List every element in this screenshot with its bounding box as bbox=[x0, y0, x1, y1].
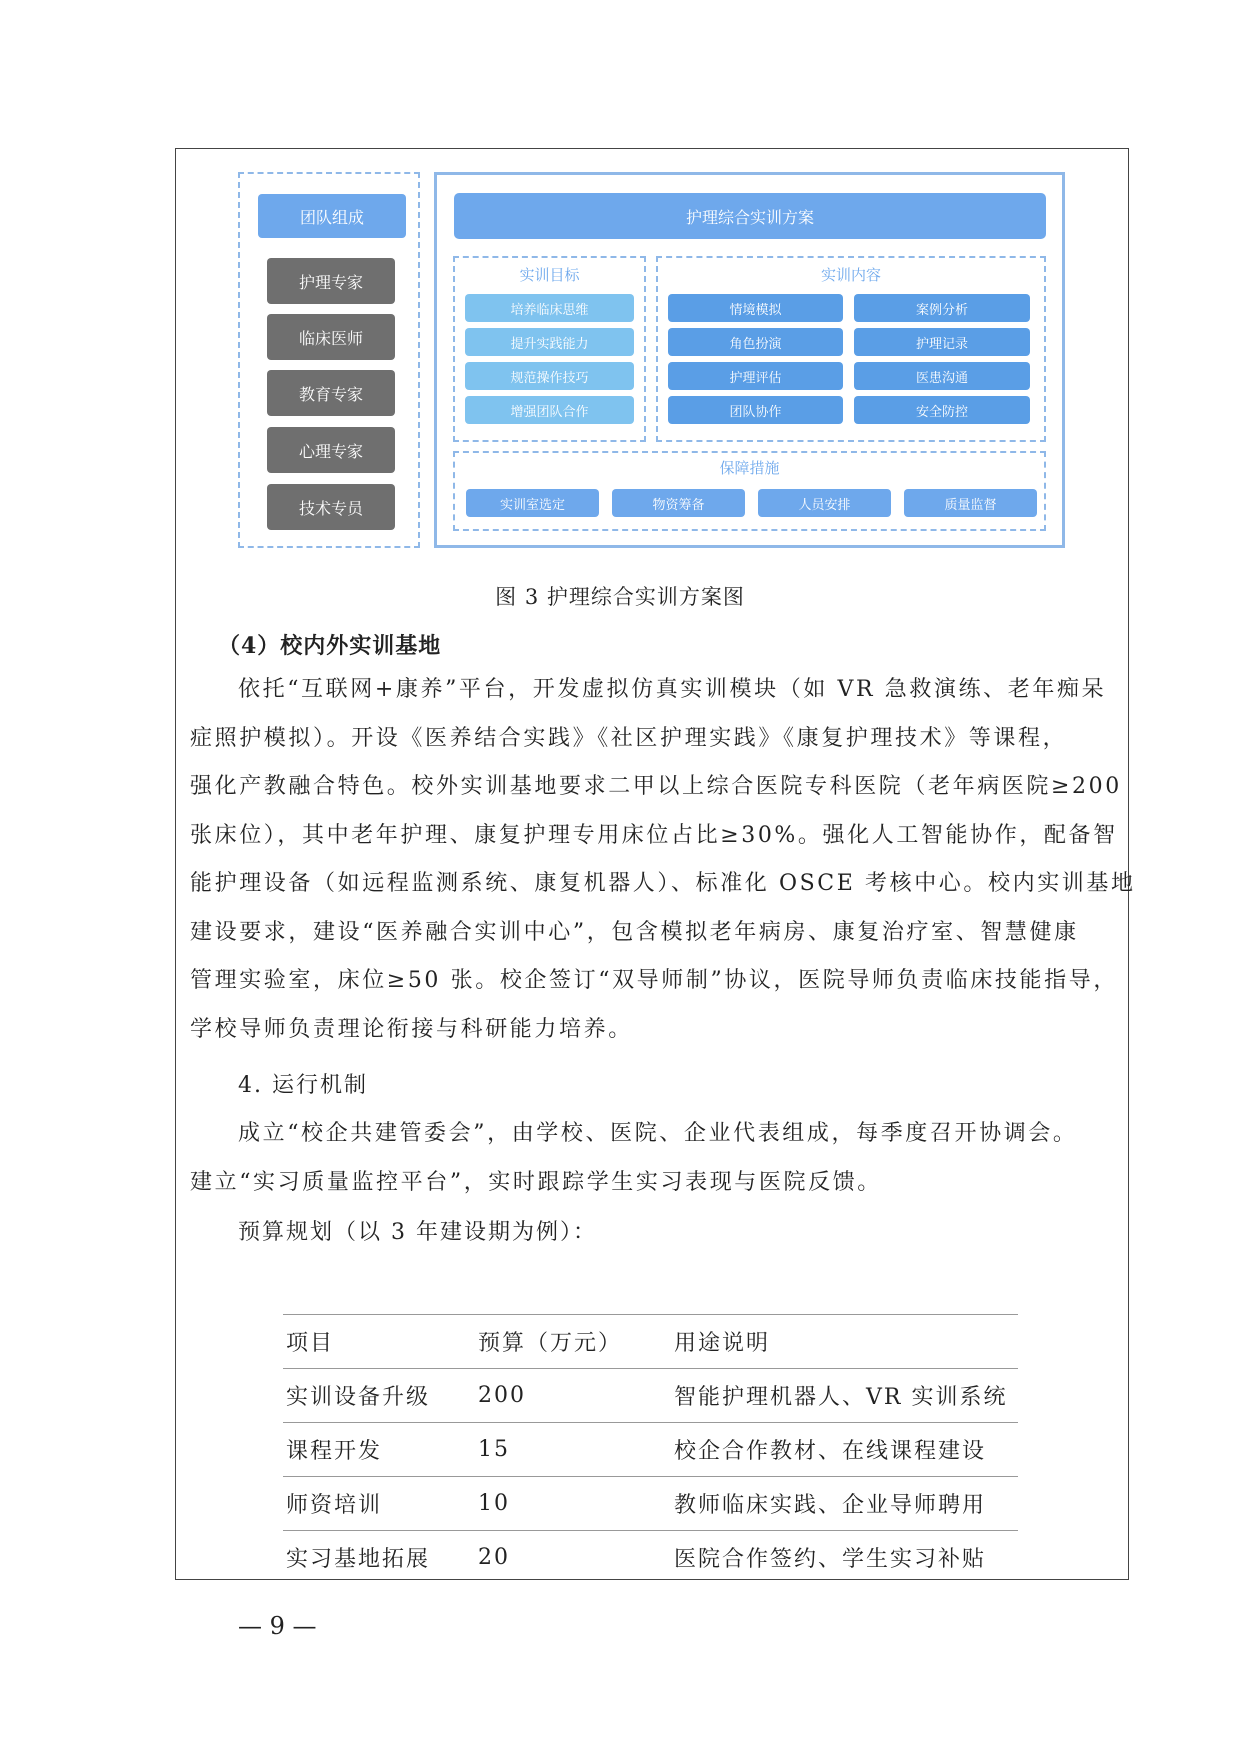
content-item: 安全防控 bbox=[854, 396, 1030, 424]
text-line: 症照护模拟）。开设《医养结合实践》《社区护理实践》《康复护理技术》等课程， bbox=[190, 725, 1068, 751]
text-line: 能护理设备（如远程监测系统、康复机器人）、标准化 OSCE 考核中心。校内实训基地 bbox=[190, 871, 1136, 896]
table-cell: 校企合作教材、在线课程建设 bbox=[671, 1423, 1018, 1477]
table-row bbox=[283, 1531, 1018, 1585]
support-item: 实训室选定 bbox=[466, 489, 599, 517]
text-line: 管理实验室，床位≥50 张。校企签订“双导师制”协议，医院导师负责临床技能指导， bbox=[190, 968, 1118, 993]
training-plan-diagram bbox=[238, 172, 1065, 548]
goal-item: 增强团队合作 bbox=[465, 396, 634, 424]
table-cell: 200 bbox=[475, 1369, 671, 1423]
content-item: 角色扮演 bbox=[668, 328, 843, 356]
figure-caption: 图 3 护理综合实训方案图 bbox=[495, 585, 745, 609]
paragraph-training-base bbox=[190, 666, 1136, 1054]
section-4-title: 4. 运行机制 bbox=[238, 1073, 368, 1098]
content-box bbox=[656, 256, 1046, 442]
support-item: 人员安排 bbox=[758, 489, 891, 517]
text-line: 学校导师负责理论衔接与科研能力培养。 bbox=[190, 1016, 633, 1042]
support-item: 物资筹备 bbox=[612, 489, 745, 517]
budget-intro: 预算规划（以 3 年建设期为例）： bbox=[238, 1220, 597, 1245]
paragraph-operation bbox=[190, 1110, 1114, 1207]
content-item: 案例分析 bbox=[854, 294, 1030, 322]
content-item: 医患沟通 bbox=[854, 362, 1030, 390]
table-cell: 课程开发 bbox=[283, 1423, 475, 1477]
team-member: 临床医师 bbox=[267, 314, 395, 360]
table-cell: 15 bbox=[475, 1423, 671, 1477]
text-line: 建设要求，建设“医养融合实训中心”，包含模拟老年病房、康复治疗室、智慧健康 bbox=[190, 919, 1079, 945]
table-header-cell: 项目 bbox=[283, 1315, 475, 1369]
goals-title: 实训目标 bbox=[519, 266, 580, 284]
team-title: 团队组成 bbox=[258, 194, 406, 238]
goals-box bbox=[453, 256, 646, 442]
text-line: 张床位），其中老年护理、康复护理专用床位占比≥30%。强化人工智能协作，配备智 bbox=[190, 822, 1118, 848]
table-header-row bbox=[283, 1315, 1018, 1369]
table-row bbox=[283, 1477, 1018, 1531]
team-composition-box bbox=[238, 172, 420, 548]
table-cell: 医院合作签约、学生实习补贴 bbox=[674, 1547, 987, 1572]
section-heading: （4）校内外实训基地 bbox=[218, 633, 442, 659]
content-item: 护理评估 bbox=[668, 362, 843, 390]
table-header-cell: 用途说明 bbox=[671, 1315, 1018, 1369]
team-member: 心理专家 bbox=[267, 427, 395, 473]
table-cell: 20 bbox=[478, 1545, 510, 1570]
plan-box bbox=[434, 172, 1065, 548]
page-number: — 9 — bbox=[238, 1612, 317, 1640]
budget-table bbox=[283, 1314, 1018, 1584]
table-row bbox=[283, 1369, 1018, 1423]
content-item: 护理记录 bbox=[854, 328, 1030, 356]
content-title: 实训内容 bbox=[820, 266, 881, 284]
table-cell: 实习基地拓展 bbox=[286, 1547, 431, 1572]
support-title: 保障措施 bbox=[719, 459, 780, 477]
table-cell: 师资培训 bbox=[283, 1477, 475, 1531]
team-member: 教育专家 bbox=[267, 370, 395, 416]
team-member: 护理专家 bbox=[267, 258, 395, 304]
table-row bbox=[283, 1423, 1018, 1477]
content-item: 团队协作 bbox=[668, 396, 843, 424]
text-line: 依托“互联网+康养”平台，开发虚拟仿真实训模块（如 VR 急救演练、老年痴呆 bbox=[238, 677, 1107, 702]
goal-item: 规范操作技巧 bbox=[465, 362, 634, 390]
table-cell: 教师临床实践、企业导师聘用 bbox=[671, 1477, 1018, 1531]
goal-item: 培养临床思维 bbox=[465, 294, 634, 322]
team-member: 技术专员 bbox=[267, 484, 395, 530]
goal-item: 提升实践能力 bbox=[465, 328, 634, 356]
support-item: 质量监督 bbox=[904, 489, 1037, 517]
table-cell: 实训设备升级 bbox=[283, 1369, 475, 1423]
content-item: 情境模拟 bbox=[668, 294, 843, 322]
text-line: 成立“校企共建管委会”，由学校、医院、企业代表组成，每季度召开协调会。 bbox=[238, 1121, 1078, 1146]
table-cell: 智能护理机器人、VR 实训系统 bbox=[671, 1369, 1018, 1423]
table-header-cell: 预算（万元） bbox=[475, 1315, 671, 1369]
support-box bbox=[453, 451, 1046, 531]
plan-title: 护理综合实训方案 bbox=[454, 193, 1046, 239]
text-line: 建立“实习质量监控平台”，实时跟踪学生实习表现与医院反馈。 bbox=[190, 1169, 882, 1195]
table-cell: 10 bbox=[475, 1477, 671, 1531]
text-line: 强化产教融合特色。校外实训基地要求二甲以上综合医院专科医院（老年病医院≥200 bbox=[190, 774, 1122, 799]
